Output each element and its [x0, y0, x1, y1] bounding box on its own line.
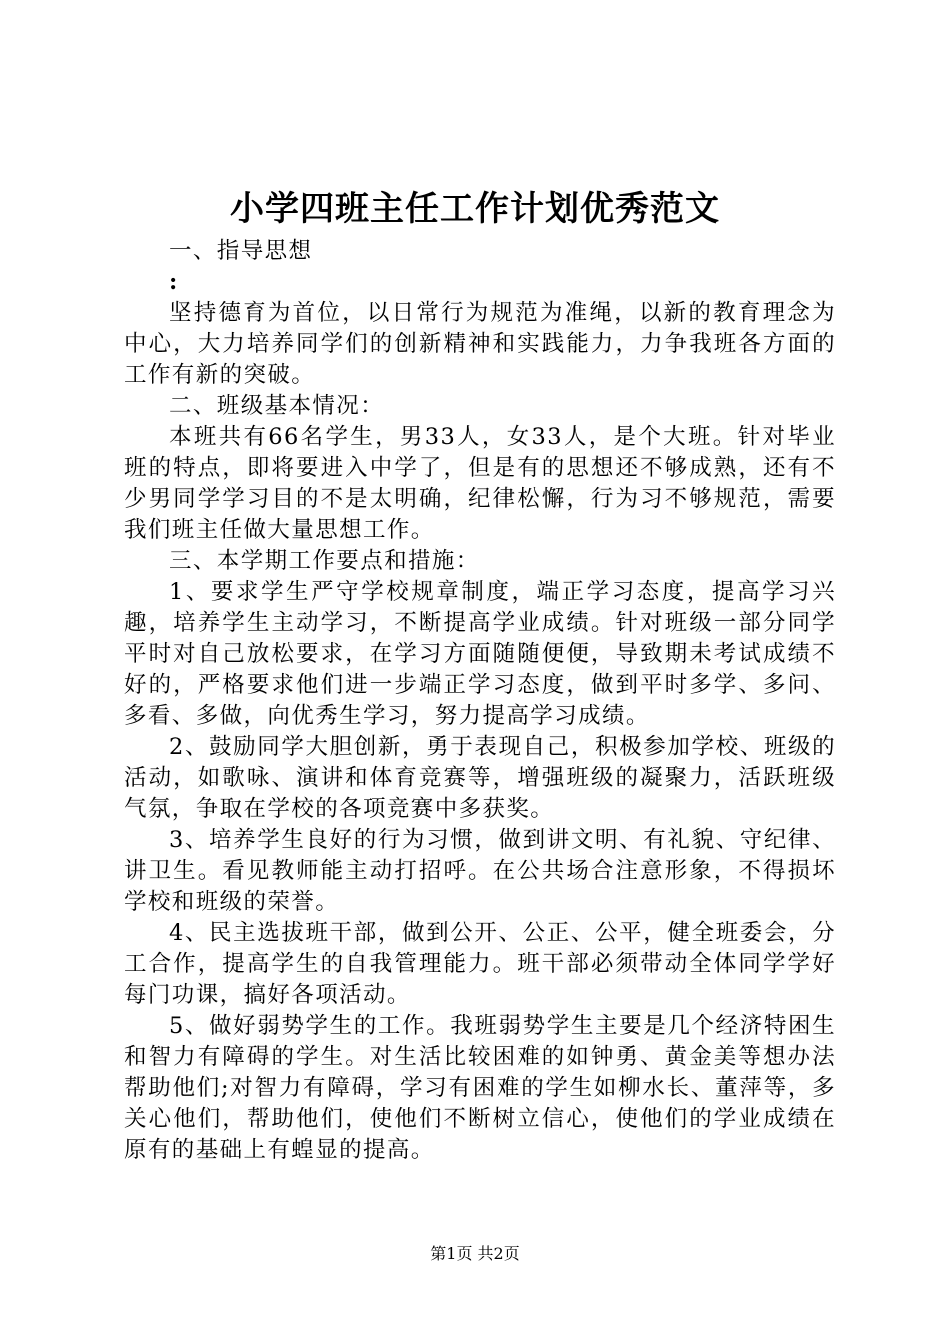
stray-colon: : [169, 269, 179, 295]
paragraph-point-3: 3、培养学生良好的行为习惯，做到讲文明、有礼貌、守纪律、讲卫生。看见教师能主动打招呼。在公共场合注意形象，不得损坏学校和班级的荣誉。 [124, 827, 836, 915]
paragraph-point-1: 1、要求学生严守学校规章制度，端正学习态度，提高学习兴趣，培养学生主动学习，不断提高学业成绩。针对班级一部分同学平时对自己放松要求，在学习方面随随便便，导致期未考试成绩不好的，严格要求他们进一步端正学习态度，做到平时多学、多问、多看、多做，向优秀生学习，努力提高学习成绩。 [124, 579, 836, 729]
paragraph-point-5: 5、做好弱势学生的工作。我班弱势学生主要是几个经济特困生和智力有障碍的学生。对生活比较困难的如钟勇、黄金美等想办法帮助他们;对智力有障碍，学习有困难的学生如柳水长、董萍等，多关心他们，帮助他们，使他们不断树立信心，使他们的学业成绩在原有的基础上有蝗显的提高。 [124, 1013, 836, 1163]
paragraph-point-2: 2、鼓励同学大胆创新，勇于表现自己，积极参加学校、班级的活动，如歌咏、演讲和体育竞赛等，增强班级的凝聚力，活跃班级气氛，争取在学校的各项竞赛中多获奖。 [124, 734, 836, 822]
document-title: 小学四班主任工作计划优秀范文 [230, 189, 720, 229]
section-heading-class-situation: 二、班级基本情况： [169, 393, 385, 419]
paragraph-point-4: 4、民主选拔班干部，做到公开、公正、公平，健全班委会，分工合作，提高学生的自我管理能力。班干部必须带动全体同学学好每门功课，搞好各项活动。 [124, 920, 836, 1008]
document-body [124, 236, 836, 1166]
paragraph-guiding-ideology: 坚持德育为首位，以日常行为规范为准绳，以新的教育理念为中心，大力培养同学们的创新精神和实践能力，力争我班各方面的工作有新的突破。 [124, 300, 836, 388]
section-heading-guiding-ideology: 一、指导思想 [169, 238, 313, 264]
page-footer: 第1页 共2页 [430, 1244, 520, 1263]
paragraph-class-situation: 本班共有66名学生，男33人，女33人，是个大班。针对毕业班的特点，即将要进入中学了，但是有的思想还不够成熟，还有不少男同学学习目的不是太明确，纪律松懈，行为习不够规范，需要我们班主任做大量思想工作。 [124, 424, 836, 543]
section-heading-key-points: 三、本学期工作要点和措施： [169, 548, 480, 574]
